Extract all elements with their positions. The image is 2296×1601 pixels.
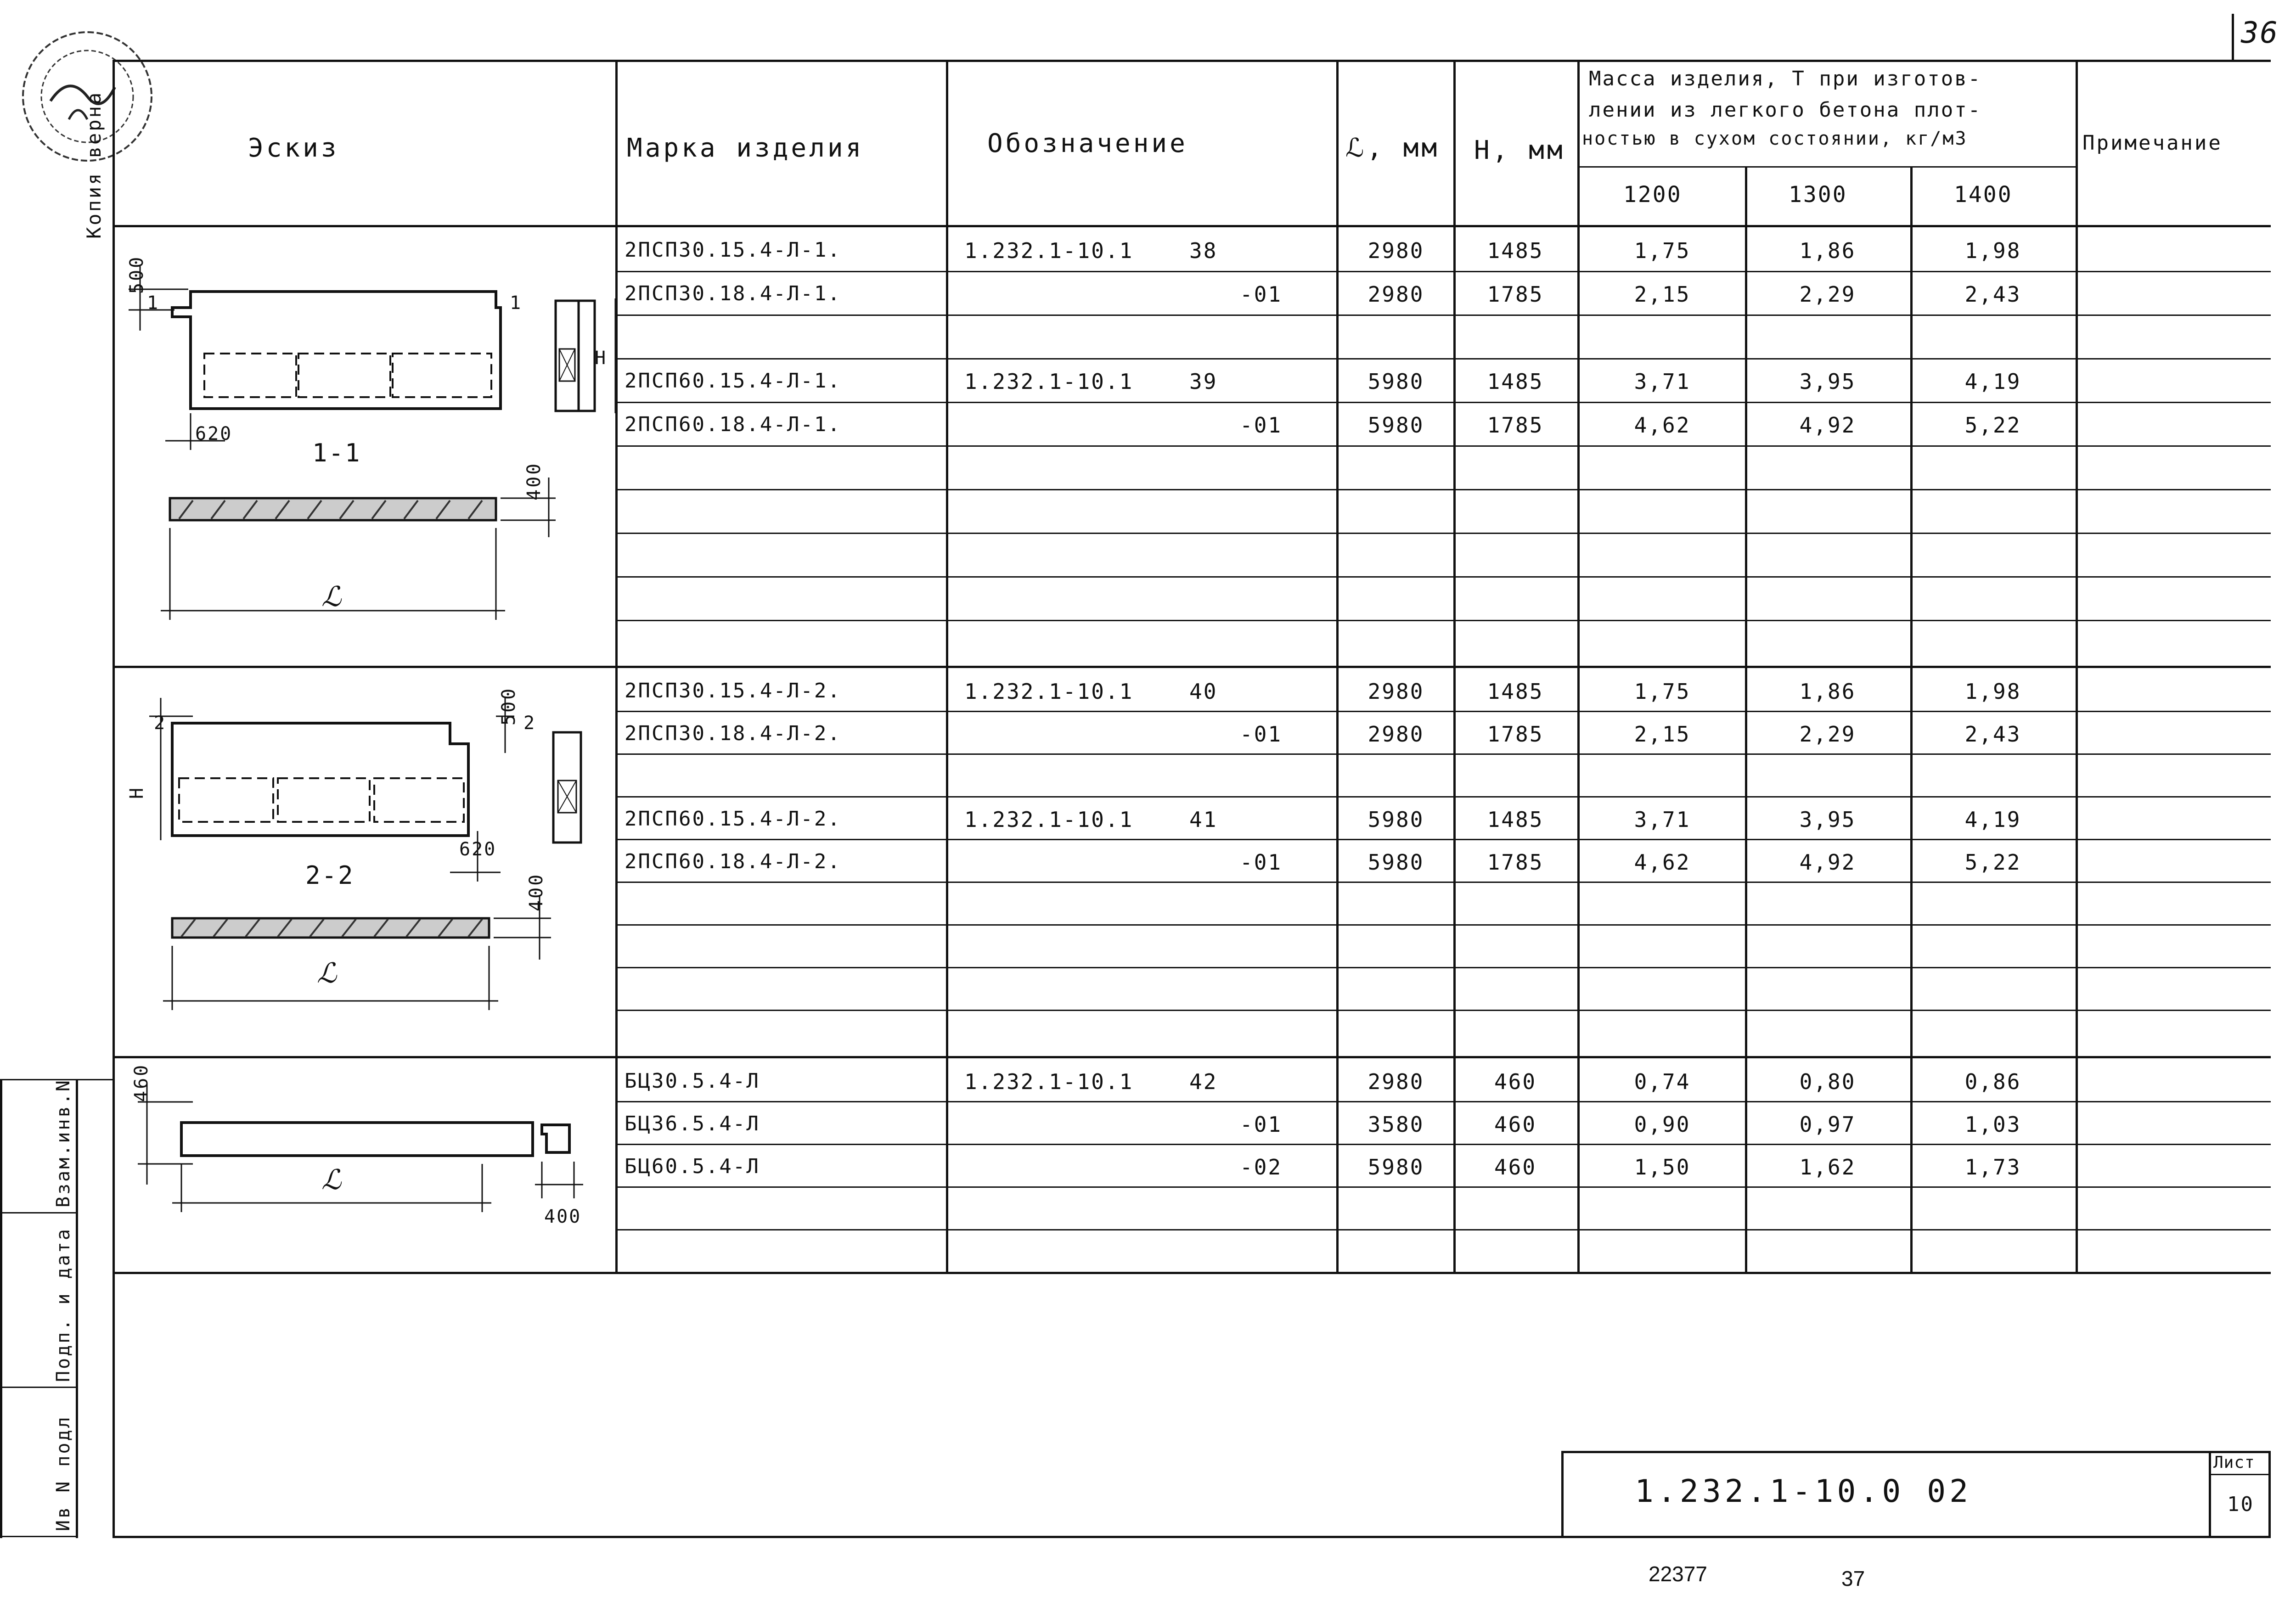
row-line [615, 1144, 2271, 1145]
g2-dim-h: H [126, 786, 147, 799]
cell-m1: 2,15 [1634, 282, 1691, 307]
cell-h: 1485 [1487, 238, 1544, 263]
cell-m1: 2,15 [1634, 722, 1691, 747]
cell-l: 5980 [1367, 850, 1424, 875]
margin-line-2 [0, 1387, 78, 1388]
g1-dim-1-left: 1 [147, 292, 160, 314]
g1-dim-500: 500 [126, 255, 147, 294]
cell-m1: 1,75 [1634, 238, 1691, 263]
cell-h: 1485 [1487, 679, 1544, 704]
title-block-sheet-label: Лист [2213, 1453, 2255, 1472]
header-density-1400: 1400 [1954, 182, 2013, 208]
row-line [615, 402, 2271, 403]
row-line [615, 620, 2271, 621]
cell-m2: 4,92 [1799, 413, 1856, 438]
cell-l: 5980 [1367, 413, 1424, 438]
g1-dim-h: H [595, 348, 608, 369]
cell-mark: БЦ36.5.4-Л [625, 1112, 760, 1135]
g1-dim-400: 400 [523, 461, 545, 500]
title-block-sheet-divider [2209, 1451, 2211, 1538]
row-line [615, 533, 2271, 534]
cell-m2: 2,29 [1799, 722, 1856, 747]
cell-mark: 2ПСП60.18.4-Л-1. [625, 413, 841, 436]
header-bottom-line [113, 225, 2271, 227]
row-line [615, 924, 2271, 926]
title-block-top [1561, 1451, 2271, 1453]
row-line [615, 358, 2271, 360]
row-line [615, 1186, 2271, 1188]
cell-sheet: -01 [1240, 1112, 1283, 1137]
margin-sign-date: Подп. и дата [53, 1227, 74, 1382]
cell-mark: 2ПСП60.18.4-Л-2. [625, 850, 841, 873]
row-line [615, 1101, 2271, 1102]
cell-l: 5980 [1367, 369, 1424, 394]
cell-designation: 1.232.1-10.1 [964, 679, 1134, 704]
cell-sheet: 40 [1189, 679, 1218, 704]
cell-m1: 0,74 [1634, 1069, 1691, 1094]
cell-sheet: 39 [1189, 369, 1218, 394]
g1-dim-1-right: 1 [510, 292, 523, 314]
cell-m3: 1,03 [1964, 1112, 2021, 1137]
row-line [615, 576, 2271, 578]
margin-col-line-1 [76, 1079, 78, 1538]
cell-m2: 2,29 [1799, 282, 1856, 307]
cell-sheet: -02 [1240, 1155, 1283, 1180]
header-sketch: Эскиз [248, 133, 339, 163]
row-line [615, 489, 2271, 490]
frame-left [113, 60, 115, 1538]
margin-inv-orig: Ив N подл [53, 1415, 74, 1531]
cell-m1: 4,62 [1634, 413, 1691, 438]
g2-dim-500: 500 [498, 686, 519, 725]
title-block-right [2268, 1451, 2271, 1538]
row-line [615, 445, 2271, 447]
cell-sheet: 41 [1189, 807, 1218, 832]
cell-l: 2980 [1367, 679, 1424, 704]
sketch-group-1 [119, 248, 615, 643]
cell-h: 460 [1494, 1112, 1537, 1137]
margin-line-3 [0, 1536, 78, 1537]
cell-sheet: -01 [1240, 282, 1283, 307]
col-line-mark [615, 60, 618, 1274]
sketch-group-3 [119, 1065, 615, 1258]
header-mark: Марка изделия [627, 133, 864, 163]
cell-m3: 5,22 [1964, 850, 2021, 875]
col-line-m3 [1910, 168, 1913, 1274]
cell-m2: 0,80 [1799, 1069, 1856, 1094]
cell-l: 2980 [1367, 282, 1424, 307]
cell-m3: 2,43 [1964, 722, 2021, 747]
cell-m1: 1,50 [1634, 1155, 1691, 1180]
header-mass-line-3: ностью в сухом состоянии, кг/м3 [1582, 128, 1968, 149]
header-mass-line-2: лении из легкого бетона плот- [1589, 98, 1982, 122]
g2-dim-400: 400 [526, 872, 547, 911]
cell-m1: 3,71 [1634, 369, 1691, 394]
header-density-1300: 1300 [1789, 182, 1847, 208]
sketch-group-2 [119, 680, 615, 1028]
row-line [615, 839, 2271, 840]
frame-top [113, 60, 2271, 62]
margin-col-line-0 [0, 1079, 2, 1538]
row-line [615, 796, 2271, 798]
page-number: 36 [2241, 16, 2279, 50]
col-line-height [1453, 60, 1456, 1274]
g2-dim-l: ℒ [317, 957, 338, 989]
row-line [615, 882, 2271, 883]
cell-sheet: 38 [1189, 238, 1218, 263]
g2-dim-620: 620 [459, 839, 497, 860]
g3-dim-460: 460 [131, 1063, 152, 1102]
row-line [615, 1010, 2271, 1011]
cell-sheet: -01 [1240, 413, 1283, 438]
cell-designation: 1.232.1-10.1 [964, 238, 1134, 263]
cell-m2: 3,95 [1799, 369, 1856, 394]
cell-mark: БЦ60.5.4-Л [625, 1155, 760, 1178]
footer-archive-number: 22377 [1649, 1562, 1707, 1586]
cell-m2: 1,62 [1799, 1155, 1856, 1180]
cell-m3: 0,86 [1964, 1069, 2021, 1094]
cell-m3: 1,98 [1964, 679, 2021, 704]
cell-h: 460 [1494, 1069, 1537, 1094]
frame-bottom [113, 1536, 2271, 1538]
cell-m3: 2,43 [1964, 282, 2021, 307]
cell-sheet: 42 [1189, 1069, 1218, 1094]
cell-m3: 5,22 [1964, 413, 2021, 438]
g3-dim-400: 400 [544, 1206, 582, 1227]
g2-section-label: 2-2 [305, 861, 355, 890]
cell-designation: 1.232.1-10.1 [964, 1069, 1134, 1094]
cell-l: 3580 [1367, 1112, 1424, 1137]
col-line-length [1336, 60, 1339, 1274]
cell-m3: 4,19 [1964, 369, 2021, 394]
cell-sheet: -01 [1240, 722, 1283, 747]
cell-m3: 1,73 [1964, 1155, 2021, 1180]
cell-h: 1785 [1487, 282, 1544, 307]
cell-l: 5980 [1367, 807, 1424, 832]
row-line [615, 271, 2271, 272]
cell-h: 1485 [1487, 369, 1544, 394]
title-block-left [1561, 1451, 1564, 1538]
g3-dim-l: ℒ [321, 1164, 343, 1196]
cell-mark: 2ПСП30.18.4-Л-1. [625, 282, 841, 305]
cell-m3: 1,98 [1964, 238, 2021, 263]
cell-h: 1785 [1487, 850, 1544, 875]
title-block-sheet-line [2209, 1474, 2271, 1475]
cell-m2: 0,97 [1799, 1112, 1856, 1137]
cell-designation: 1.232.1-10.1 [964, 369, 1134, 394]
cell-h: 1785 [1487, 413, 1544, 438]
margin-inv-replace: Взам.инв.N [53, 1079, 74, 1208]
table-bottom-line [113, 1272, 2271, 1274]
cell-mark: 2ПСП30.18.4-Л-2. [625, 722, 841, 745]
col-line-mass [1577, 60, 1580, 1274]
header-density-1200: 1200 [1623, 182, 1682, 208]
row-line [615, 1229, 2271, 1230]
cell-m1: 0,90 [1634, 1112, 1691, 1137]
g1-section-label: 1-1 [312, 438, 361, 467]
row-line [615, 753, 2271, 755]
col-line-notes [2076, 60, 2078, 1274]
header-mass-line-1: Масса изделия, Т при изготов- [1589, 67, 1982, 90]
cell-h: 1785 [1487, 722, 1544, 747]
row-line [615, 315, 2271, 316]
header-designation: Обозначение [987, 129, 1188, 158]
header-length: ℒ, мм [1345, 133, 1440, 163]
cell-mark: 2ПСП60.15.4-Л-2. [625, 807, 841, 831]
cell-h: 1485 [1487, 807, 1544, 832]
cell-mark: 2ПСП30.15.4-Л-1. [625, 238, 841, 262]
cell-h: 460 [1494, 1155, 1537, 1180]
cell-mark: БЦ30.5.4-Л [625, 1069, 760, 1093]
title-block-code: 1.232.1-10.0 02 [1635, 1473, 1972, 1510]
group-separator-1 [113, 666, 2271, 668]
cell-m2: 1,86 [1799, 679, 1856, 704]
density-subheader-line [1577, 166, 2078, 168]
footer-page: 37 [1841, 1567, 1865, 1590]
cell-m1: 1,75 [1634, 679, 1691, 704]
margin-line-1 [0, 1212, 78, 1213]
cell-m2: 3,95 [1799, 807, 1856, 832]
cell-l: 2980 [1367, 238, 1424, 263]
cell-m1: 4,62 [1634, 850, 1691, 875]
cell-designation: 1.232.1-10.1 [964, 807, 1134, 832]
cell-sheet: -01 [1240, 850, 1283, 875]
cell-mark: 2ПСП60.15.4-Л-1. [625, 369, 841, 393]
cell-l: 2980 [1367, 722, 1424, 747]
cell-m3: 4,19 [1964, 807, 2021, 832]
cell-m2: 1,86 [1799, 238, 1856, 263]
page-number-divider [2232, 14, 2234, 60]
cell-l: 2980 [1367, 1069, 1424, 1094]
header-height: Н, мм [1474, 135, 1565, 165]
margin-copy-note: Копия верна [83, 90, 105, 239]
header-notes: Примечание [2082, 131, 2223, 155]
g2-dim-2-left: 2 [154, 713, 167, 734]
cell-m2: 4,92 [1799, 850, 1856, 875]
g2-dim-2-right: 2 [523, 713, 536, 734]
col-line-m2 [1745, 168, 1747, 1274]
cell-l: 5980 [1367, 1155, 1424, 1180]
group-separator-2 [113, 1056, 2271, 1058]
col-line-designation [946, 60, 948, 1274]
g1-dim-620: 620 [195, 423, 233, 444]
cell-m1: 3,71 [1634, 807, 1691, 832]
g1-dim-l: ℒ [321, 581, 343, 613]
row-line [615, 711, 2271, 712]
title-block-sheet-number: 10 [2227, 1493, 2254, 1516]
row-line [615, 967, 2271, 968]
cell-mark: 2ПСП30.15.4-Л-2. [625, 679, 841, 702]
